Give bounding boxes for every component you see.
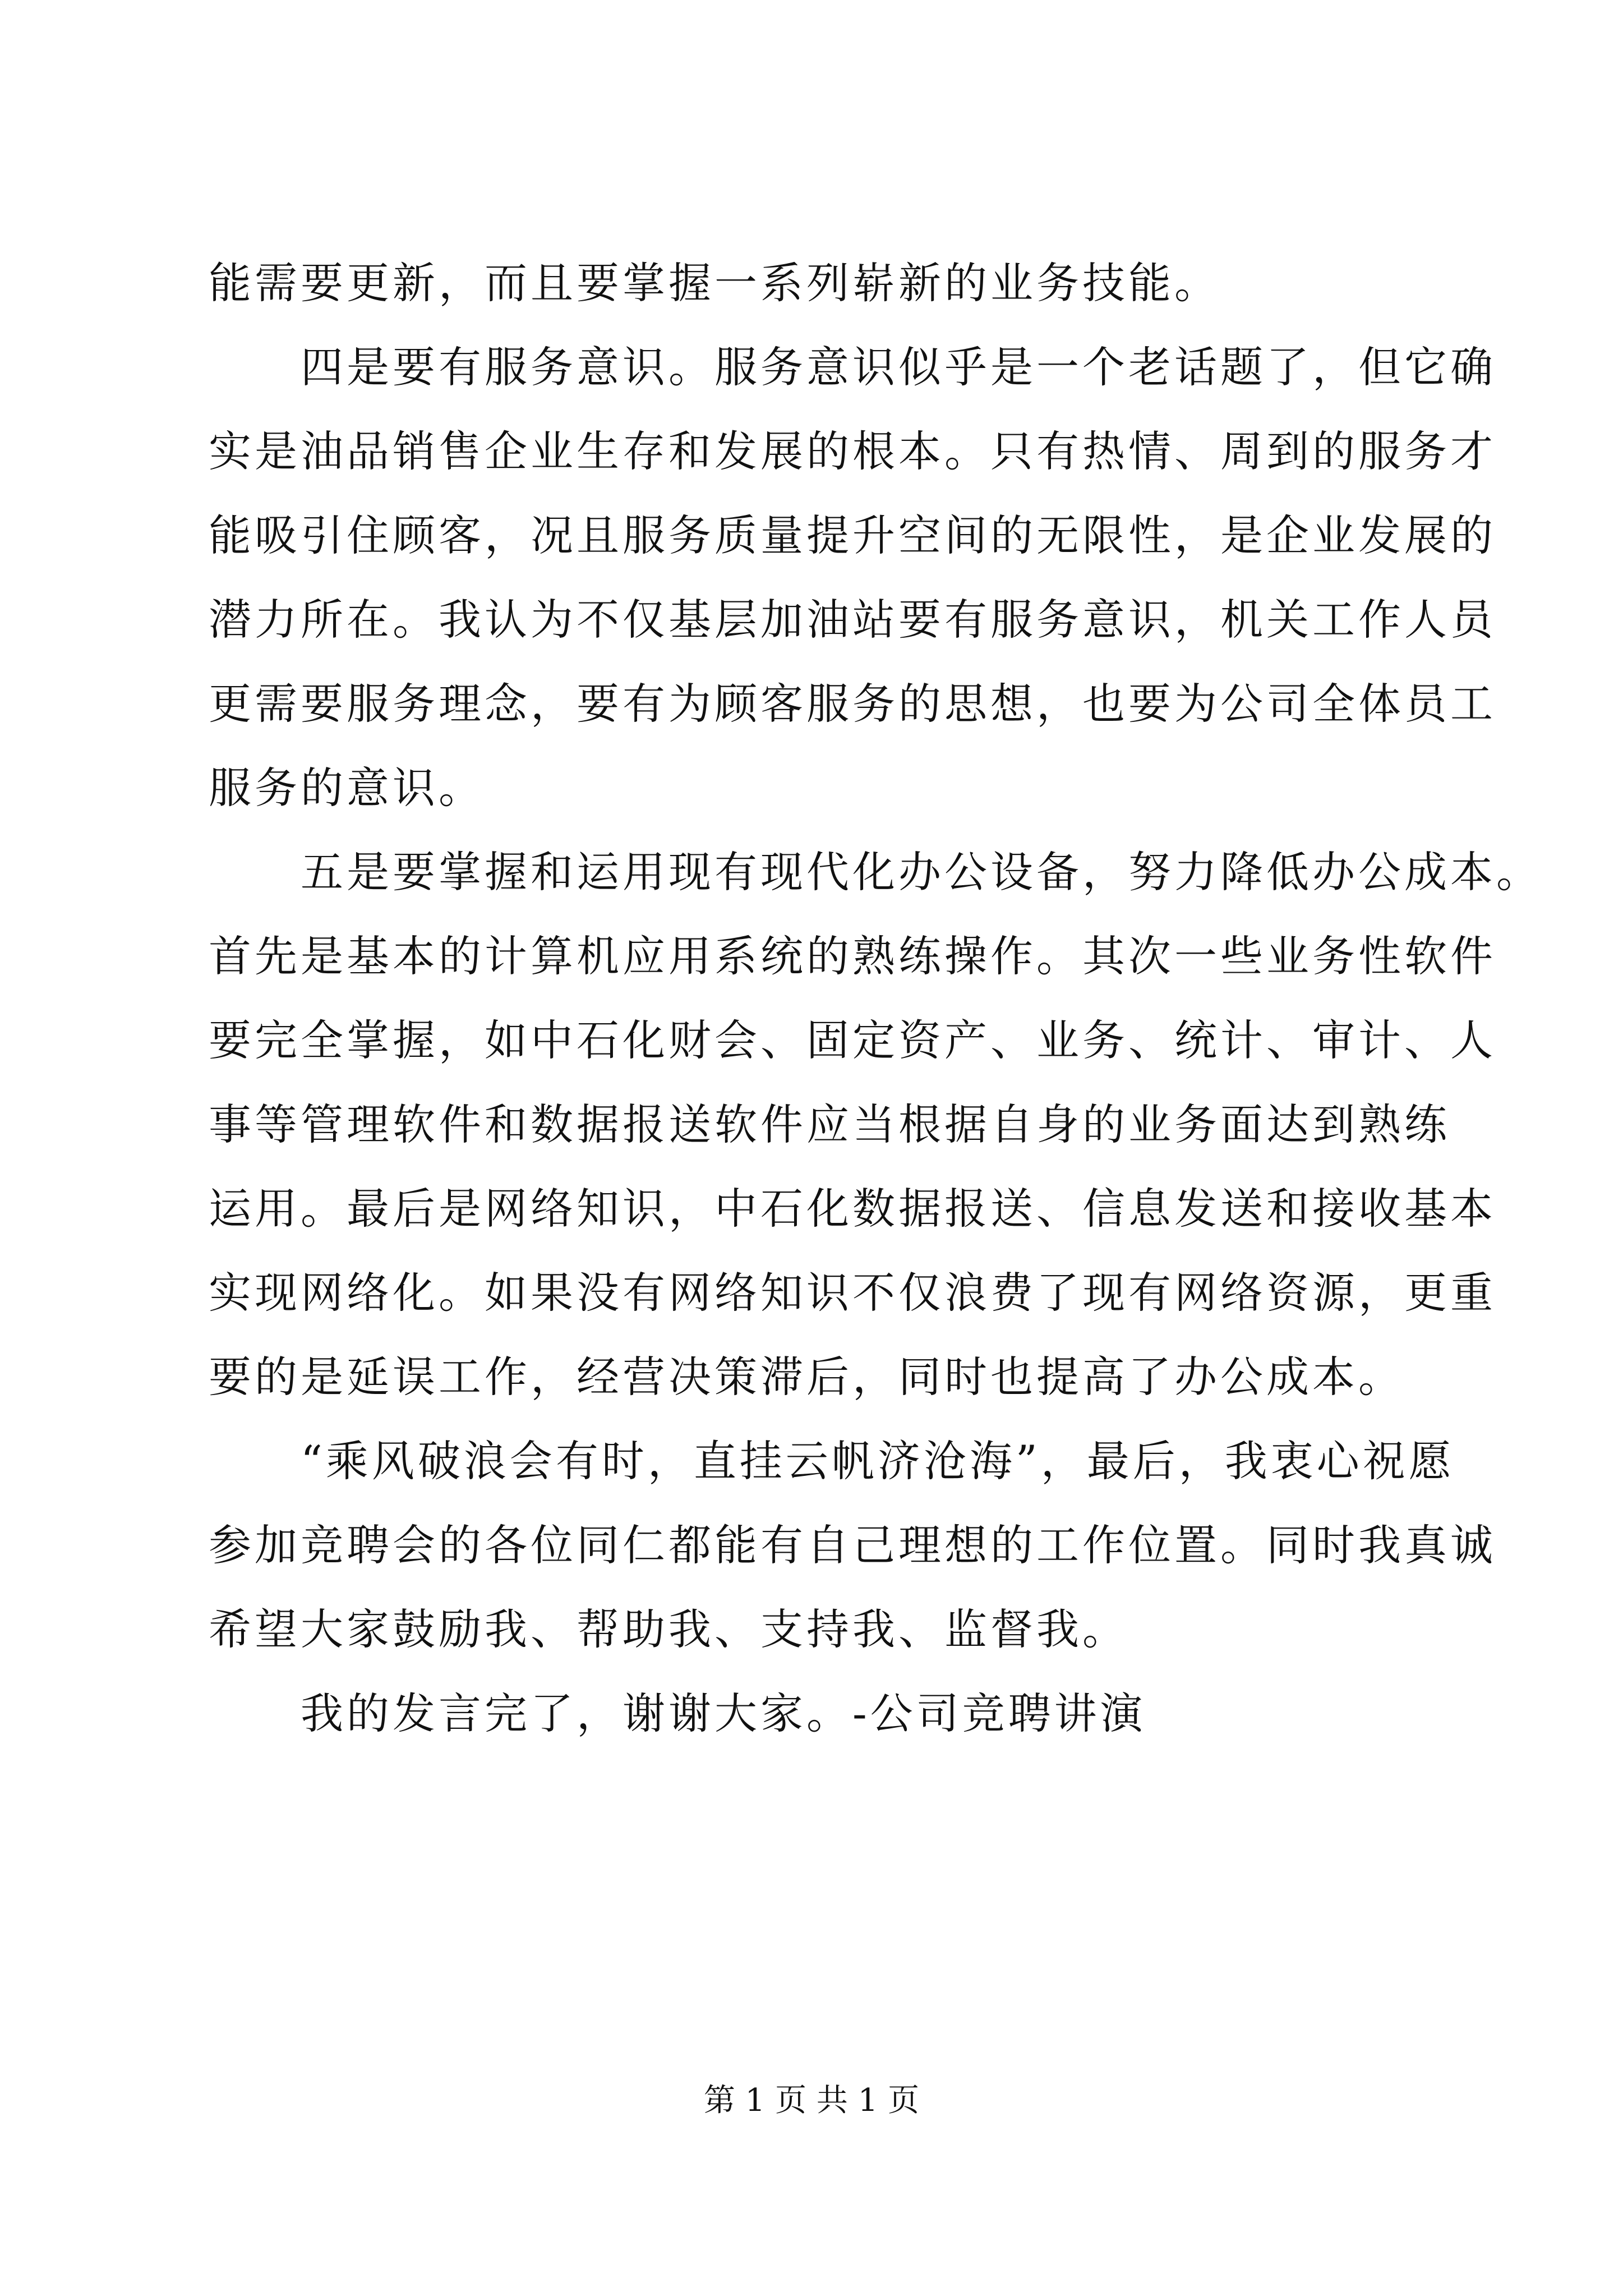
text-line: 能吸引住顾客，况且服务质量提升空间的无限性，是企业发展的 [209, 510, 1496, 560]
text-line: 实现网络化。如果没有网络知识不仅浪费了现有网络资源，更重 [209, 1268, 1496, 1318]
text-line: 首先是基本的计算机应用系统的熟练操作。其次一些业务性软件 [209, 931, 1496, 981]
text-line: 服务的意识。 [209, 763, 485, 813]
text-line: 运用。最后是网络知识，中石化数据报送、信息发送和接收基本 [209, 1184, 1496, 1234]
text-line: 更需要服务理念，要有为顾客服务的思想，也要为公司全体员工 [209, 679, 1496, 729]
text-line: 实是油品销售企业生存和发展的根本。只有热情、周到的服务才 [209, 426, 1496, 476]
text-line: 要的是延误工作，经营决策滞后，同时也提高了办公成本。 [209, 1352, 1404, 1402]
text-line: 参加竞聘会的各位同仁都能有自己理想的工作位置。同时我真诚 [209, 1520, 1496, 1570]
text-line: 我的发言完了，谢谢大家。-公司竞聘讲演 [209, 1688, 1146, 1738]
text-line: 潜力所在。我认为不仅基层加油站要有服务意识，机关工作人员 [209, 595, 1496, 645]
text-line: 要完全掌握，如中石化财会、固定资产、业务、统计、审计、人 [209, 1015, 1496, 1065]
text-line: 五是要掌握和运用现有现代化办公设备，努力降低办公成本。 [209, 847, 1542, 897]
text-line: 能需要更新，而且要掌握一系列崭新的业务技能。 [209, 258, 1220, 308]
text-line: 四是要有服务意识。服务意识似乎是一个老话题了，但它确 [209, 342, 1496, 392]
text-line: “乘风破浪会有时，直挂云帆济沧海”，最后，我衷心祝愿 [209, 1436, 1455, 1486]
text-line: 希望大家鼓励我、帮助我、支持我、监督我。 [209, 1604, 1128, 1654]
page-footer: 第 1 页 共 1 页 [703, 2082, 920, 2119]
body-text [209, 241, 1542, 1756]
text-line: 事等管理软件和数据报送软件应当根据自身的业务面达到熟练 [209, 1099, 1450, 1149]
